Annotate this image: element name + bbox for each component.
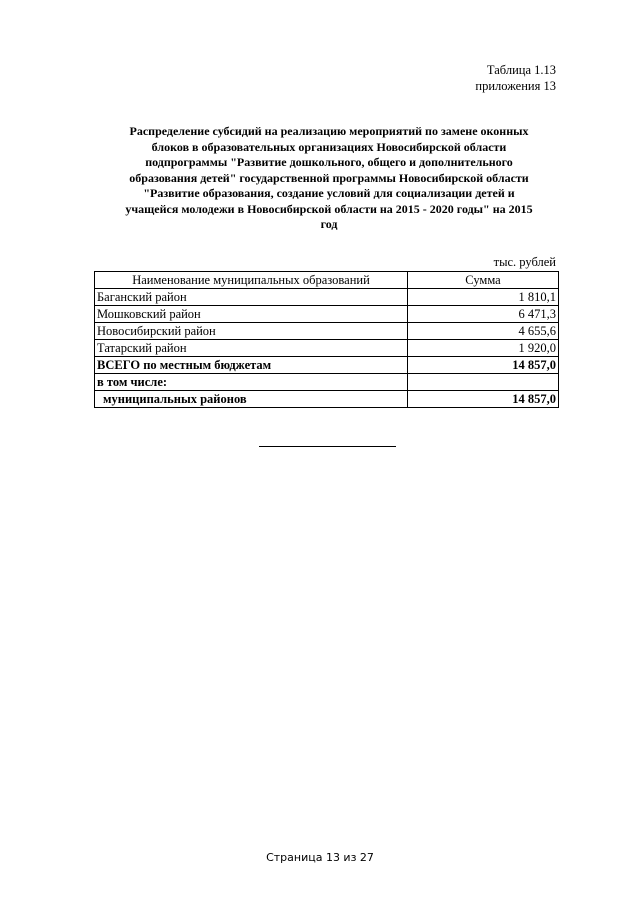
title-line: подпрограммы "Развитие дошкольного, общего и дополнительного (145, 155, 513, 169)
title-line: блоков в образовательных организациях Новосибирской области (151, 139, 507, 154)
row-name: Новосибирский район (95, 323, 408, 340)
title-line: "Развитие образования, создание условий для социализации детей и (143, 186, 515, 200)
table-header-row (95, 272, 559, 289)
row-sum (408, 374, 559, 391)
row-sum: 14 857,0 (408, 391, 559, 408)
document-title (100, 124, 558, 233)
title-line: год (320, 217, 338, 231)
total-row (95, 357, 559, 374)
row-sum: 1 810,1 (408, 289, 559, 306)
row-sum: 1 920,0 (408, 340, 559, 357)
row-name: муниципальных районов (95, 391, 408, 408)
end-divider (259, 446, 396, 447)
row-name: ВСЕГО по местным бюджетам (95, 357, 408, 374)
unit-label: тыс. рублей (493, 255, 556, 269)
column-header-name: Наименование муниципальных образований (95, 272, 408, 289)
row-name: Татарский район (95, 340, 408, 357)
table-reference (475, 62, 556, 94)
row-sum: 4 655,6 (408, 323, 559, 340)
appendix-reference: приложения 13 (475, 79, 556, 93)
subheader-row (95, 374, 559, 391)
table-number: Таблица 1.13 (486, 63, 556, 77)
row-name: Мошковский район (95, 306, 408, 323)
table-row (95, 306, 559, 323)
page-number: Страница 13 из 27 (266, 851, 374, 864)
table-row (95, 289, 559, 306)
title-line: Распределение субсидий на реализацию мероприятий по замене оконных (129, 124, 529, 138)
title-line: образования детей" государственной программы Новосибирской области (129, 170, 529, 185)
subsidy-table (94, 271, 559, 408)
table-row (95, 323, 559, 340)
row-sum: 14 857,0 (408, 357, 559, 374)
row-name: Баганский район (95, 289, 408, 306)
column-header-sum: Сумма (408, 272, 559, 289)
subtotal-row (95, 391, 559, 408)
row-name: в том числе: (95, 374, 408, 391)
title-line: учащейся молодежи в Новосибирской области на 2015 - 2020 годы" на 2015 (125, 201, 533, 216)
row-sum: 6 471,3 (408, 306, 559, 323)
table-row (95, 340, 559, 357)
